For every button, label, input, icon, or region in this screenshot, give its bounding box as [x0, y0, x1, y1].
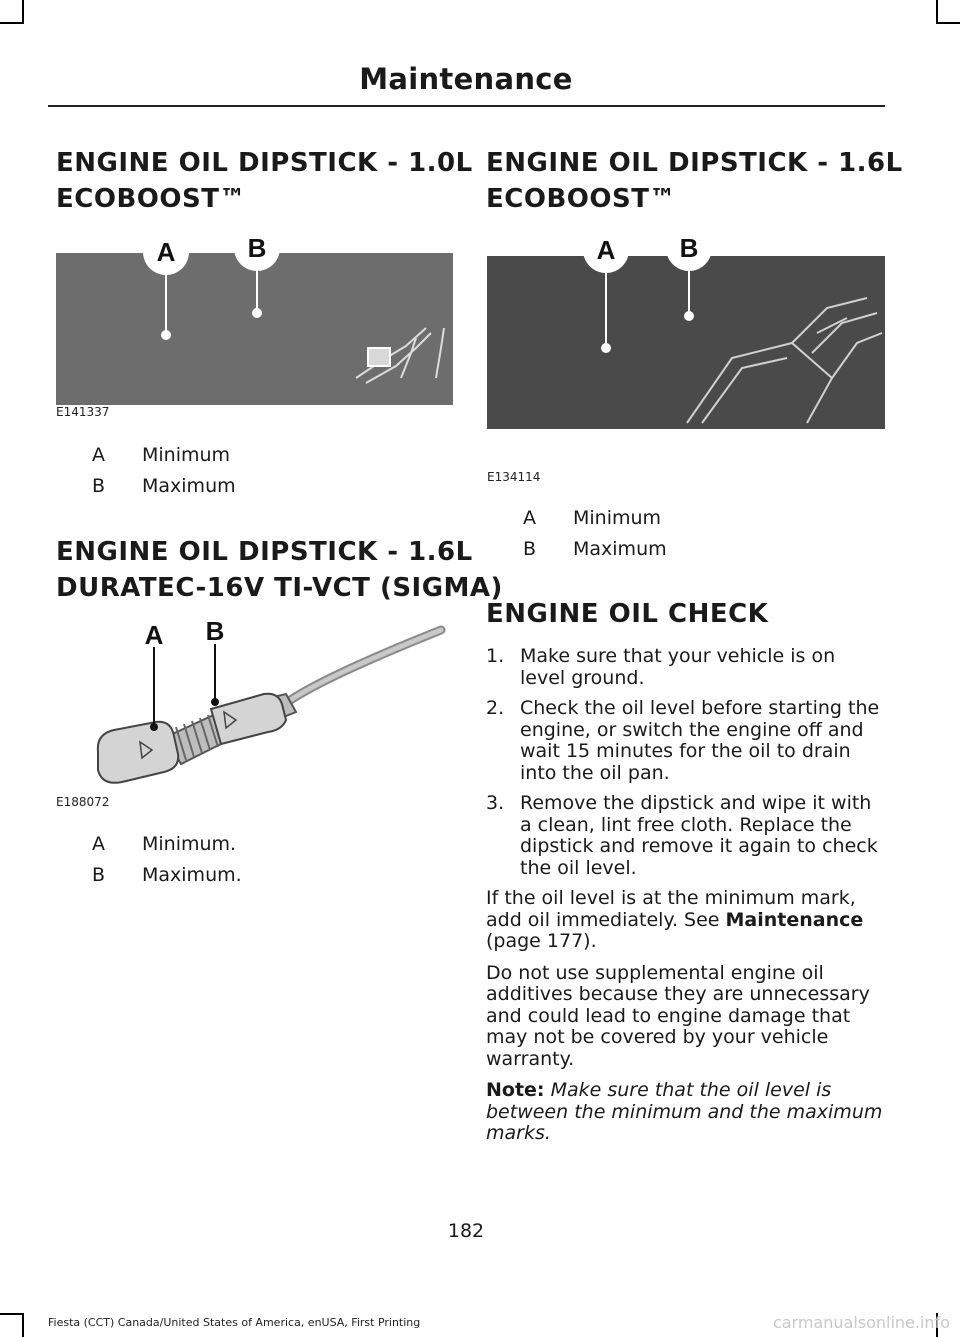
legend-row: A Minimum [523, 507, 662, 529]
marker-b-label: B [205, 616, 225, 646]
section-title-ecoboost-16: ENGINE OIL DIPSTICK - 1.6L ECOBOOST™ [486, 148, 903, 214]
dipstick-figure-ecoboost-16 [487, 228, 885, 433]
crop-mark [0, 22, 24, 24]
crop-mark [22, 0, 24, 24]
header-divider [48, 105, 885, 107]
page-header-title: Maintenance [359, 62, 573, 96]
marker-b-label: B [247, 233, 267, 263]
marker-b-label: B [679, 233, 699, 263]
figure-code: E188072 [56, 795, 110, 809]
dipstick-figure-duratec [56, 612, 453, 812]
marker-a-label: A [144, 620, 164, 650]
footer-text: Fiesta (CCT) Canada/United States of America, enUSA, First Printing [48, 1316, 421, 1329]
list-item: 2. Check the oil level before starting the engine, or switch the engine off and wait 15 minutes for the oil to drain into the oil pan. [486, 697, 880, 784]
legend-ecoboost-16 [523, 503, 667, 565]
additives-paragraph: Do not use supplemental engine oil additives because they are unnecessary and could lead to engine damage that may not be covered by your vehicle warranty. [486, 961, 870, 1070]
section-title-ecoboost-10: ENGINE OIL DIPSTICK - 1.0L ECOBOOST™ [56, 148, 473, 214]
marker-a-label: A [596, 235, 616, 265]
legend-row: A Minimum [92, 444, 231, 466]
watermark: carmanualsonline.info [772, 1313, 950, 1332]
list-item: 1. Make sure that your vehicle is on level ground. [486, 645, 836, 689]
legend-row: B Maximum. [92, 864, 242, 886]
dipstick-figure-ecoboost-10 [56, 228, 453, 428]
page-number: 182 [447, 1220, 485, 1242]
figure-code: E134114 [487, 470, 541, 484]
note-paragraph [486, 1080, 886, 1145]
note-text: Make sure that the oil level is between the minimum and the maximum marks. [486, 1079, 883, 1144]
crop-mark [936, 0, 938, 24]
marker-a-label: A [156, 237, 176, 267]
oil-check-body [486, 646, 886, 1155]
note-label: Note: [486, 1079, 545, 1101]
legend-row: A Minimum. [92, 833, 237, 855]
legend-row: B Maximum [92, 475, 236, 497]
legend-row: B Maximum [523, 538, 667, 560]
oil-check-steps [486, 646, 886, 879]
figure-code: E141337 [56, 405, 110, 419]
section-title-oil-check: ENGINE OIL CHECK [486, 599, 769, 629]
crop-mark [936, 22, 960, 24]
oil-level-paragraph: If the oil level is at the minimum mark, add oil immediately. See Maintenance (page 177). [486, 887, 864, 952]
maintenance-cross-reference[interactable]: Maintenance [725, 908, 864, 931]
crop-mark [0, 1313, 24, 1315]
list-item: 3. Remove the dipstick and wipe it with a clean, lint free cloth. Replace the dipstick and remove it again to check the oil level. [486, 792, 878, 879]
legend-duratec [92, 829, 242, 891]
section-title-duratec: ENGINE OIL DIPSTICK - 1.6L DURATEC-16V TI-VCT (SIGMA) [56, 537, 503, 603]
legend-ecoboost-10 [92, 440, 236, 502]
crop-mark [22, 1313, 24, 1337]
